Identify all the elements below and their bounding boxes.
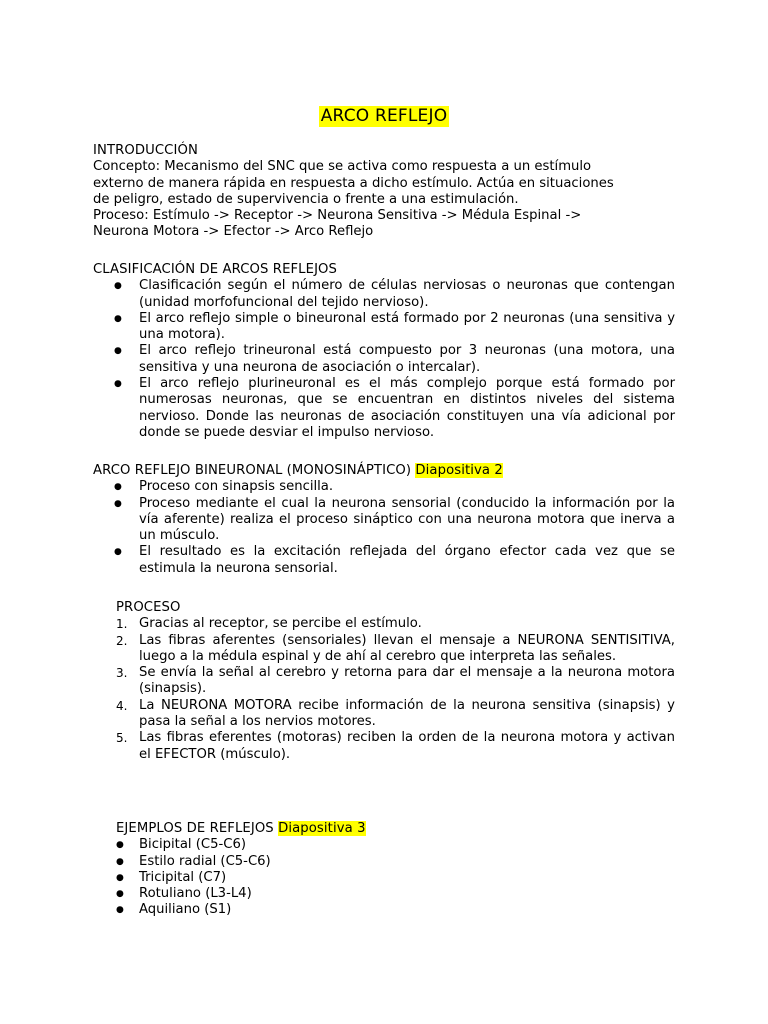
item-number: 1.: [116, 617, 128, 632]
bineuronal-heading: ARCO REFLEJO BINEURONAL (MONOSINÁPTICO): [93, 463, 412, 478]
list-item: [116, 633, 675, 666]
intro-line: Neurona Motora -> Efector -> Arco Reflejo: [93, 224, 374, 240]
item-text: Las fibras aferentes (sensoriales) llevan el mensaje a NEURONA SENTISITIVA, luego a la médula espinal y de ahí al cerebro que interpreta las señales.: [139, 632, 675, 664]
title-container: [0, 106, 768, 127]
proceso-heading: PROCESO: [116, 600, 181, 615]
bineuronal-list: [93, 479, 675, 577]
ejemplos-section: [116, 821, 675, 919]
item-text: Las fibras eferentes (motoras) reciben la orden de la neurona motora y activan el EFECTOR (músculo).: [139, 730, 675, 762]
list-item: ● El arco reflejo simple o bineuronal está formado por 2 neuronas (una sensitiva y una motora).: [93, 311, 675, 344]
intro-heading: INTRODUCCIÓN: [93, 143, 198, 158]
proceso-section: [116, 600, 675, 763]
bineuronal-heading-line: [93, 463, 675, 479]
list-item: ● Bicipital (C5-C6): [116, 837, 675, 853]
list-item: [116, 730, 675, 763]
list-item: ● Aquiliano (S1): [116, 902, 675, 918]
list-item: ● Estilo radial (C5-C6): [116, 854, 675, 870]
bineuronal-section: [93, 463, 675, 577]
item-number: 4.: [116, 698, 128, 713]
item-text: La NEURONA MOTORA recibe información de la neurona sensitiva (sinapsis) y pasa la señal a los nervios motores.: [139, 697, 675, 730]
list-item: [116, 698, 675, 731]
slide-reference-highlight: Diapositiva 3: [278, 821, 366, 836]
intro-line: Concepto: Mecanismo del SNC que se activa como respuesta a un estímulo: [93, 159, 592, 175]
list-item: ● Clasificación según el número de células nerviosas o neuronas que contengan (unidad morfofuncional del tejido nervioso).: [93, 278, 675, 311]
list-item: ● El resultado es la excitación reflejada del órgano efector cada vez que se estimula la neurona sensorial.: [93, 544, 675, 577]
list-item: [116, 616, 675, 632]
item-number: 2.: [116, 633, 128, 648]
intro-line: Proceso: Estímulo -> Receptor -> Neurona Sensitiva -> Médula Espinal ->: [93, 208, 582, 224]
list-item: ● Proceso mediante el cual la neurona sensorial (conducido la información por la vía aferente) realiza el proceso sináptico con una neurona motora que inerva a un músculo.: [93, 496, 675, 545]
slide-reference-highlight: Diapositiva 2: [415, 463, 503, 478]
list-item: ● Proceso con sinapsis sencilla.: [93, 479, 675, 495]
clasificacion-heading: CLASIFICACIÓN DE ARCOS REFLEJOS: [93, 262, 338, 277]
list-item: ● El arco reflejo trineuronal está compuesto por 3 neuronas (una motora, una sensitiva y una neurona de asociación o intercalar).: [93, 343, 675, 376]
clasificacion-section: [93, 262, 675, 441]
list-item: ● El arco reflejo plurineuronal es el más complejo porque está formado por numerosas neuronas, que se encuentran en distintos niveles del sistema nervioso. Donde las neuronas de asociación constituyen una vía adicional por donde se puede desviar el impulso nervioso.: [93, 376, 675, 441]
ejemplos-heading: EJEMPLOS DE REFLEJOS: [116, 821, 274, 836]
item-number: 3.: [116, 666, 128, 681]
document-title: ARCO REFLEJO: [320, 106, 448, 126]
clasificacion-list: [93, 278, 675, 441]
list-item: ● Rotuliano (L3-L4): [116, 886, 675, 902]
proceso-list: [116, 616, 675, 763]
list-item: [116, 665, 675, 698]
ejemplos-list: [116, 837, 675, 918]
intro-line: de peligro, estado de supervivencia o frente a una estimulación.: [93, 191, 519, 207]
intro-section: [93, 143, 675, 241]
intro-line: externo de manera rápida en respuesta a dicho estímulo. Actúa en situaciones: [93, 175, 614, 191]
item-text: Se envía la señal al cerebro y retorna para dar el mensaje a la neurona motora (sinapsis).: [139, 665, 675, 697]
list-item: ● Tricipital (C7): [116, 870, 675, 886]
item-text: Gracias al receptor, se percibe el estímulo.: [139, 616, 422, 632]
item-number: 5.: [116, 731, 128, 746]
ejemplos-heading-line: [116, 821, 675, 837]
